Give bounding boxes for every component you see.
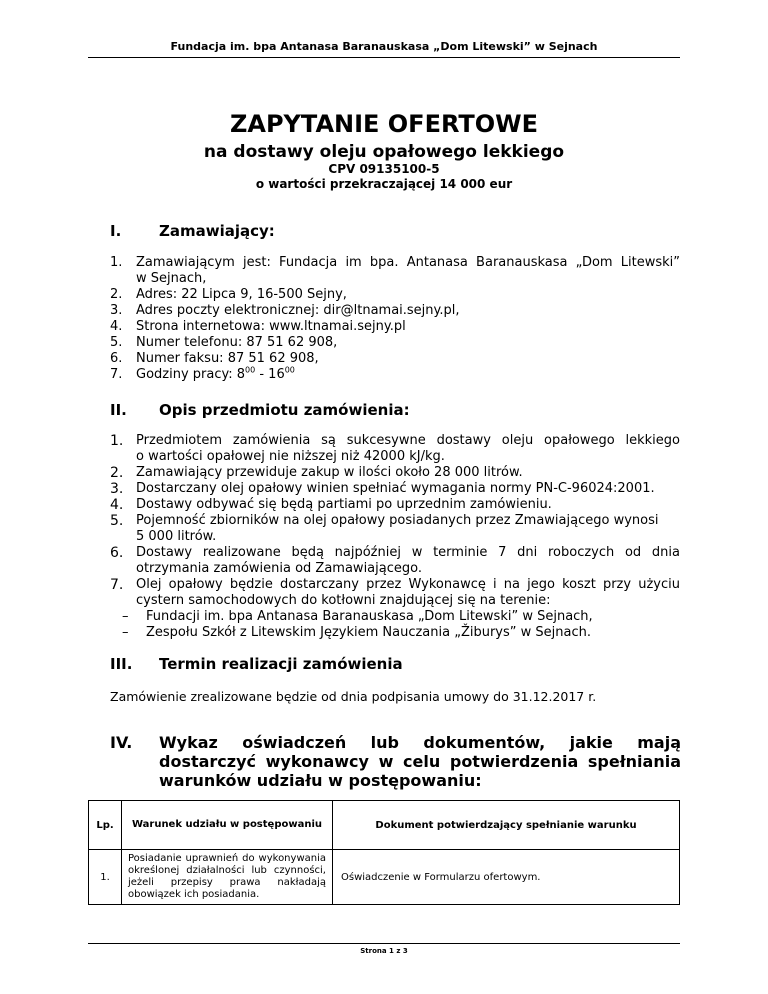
- cell-document: Oświadczenie w Formularzu ofertowym.: [333, 850, 680, 905]
- table-header-row: [89, 801, 680, 850]
- header-condition: Warunek udziału w postępowaniu: [122, 801, 333, 850]
- list-item: 6. Numer faksu: 87 51 62 908,: [110, 351, 319, 366]
- section4-number: IV.: [110, 733, 133, 752]
- section2-title: Opis przedmiotu zamówienia:: [159, 401, 410, 419]
- section1-number: I.: [110, 222, 122, 240]
- list-item: 7. Godziny pracy: $8^{00} - 16^{00}$: [110, 365, 295, 382]
- list-item: 5. Numer telefonu: 87 51 62 908,: [110, 335, 338, 350]
- section1-list: [110, 255, 680, 383]
- page-number: Strona 1 z 3: [360, 947, 408, 955]
- cpv-code: CPV 09135100-5: [328, 162, 440, 176]
- list-item: 5. Pojemność zbiorników na olej opałowy posiadanych przez Zmawiającego wynosi 5 000 litrów.: [110, 513, 659, 544]
- section4-title: Wykaz oświadczeń lub dokumentów, jakie mają dostarczyć wykonawcy w celu potwierdzenia spełniania warunków udziału w postępowaniu:: [159, 733, 681, 790]
- sub-list-item: – Zespołu Szkół z Litewskim Językiem Nauczania „Žiburys” w Sejnach.: [122, 625, 591, 640]
- section3-number: III.: [110, 655, 133, 673]
- document-subtitle: na dostawy oleju opałowego lekkiego: [203, 142, 565, 162]
- conditions-table: [88, 800, 680, 905]
- list-item: 1. Zamawiającym jest: Fundacja im bpa. Antanasa Baranauskasa „Dom Litewski” w Sejnach,: [110, 255, 680, 286]
- list-item: 2. Adres: 22 Lipca 9, 16-500 Sejny,: [110, 287, 347, 302]
- cell-lp: 1.: [89, 850, 122, 905]
- section1-title: Zamawiający:: [159, 222, 275, 240]
- list-item: 2. Zamawiający przewiduje zakup w ilości około 28 000 litrów.: [110, 465, 523, 481]
- page-header: Fundacja im. bpa Antanasa Baranauskasa „Dom Litewski” w Sejnach: [170, 40, 598, 53]
- section2-number: II.: [110, 401, 127, 419]
- cell-condition: Posiadanie uprawnień do wykonywania określonej działalności lub czynności, jeżeli przepisy prawa nakładają obowiązek ich posiadania.: [122, 850, 333, 905]
- document-title: ZAPYTANIE OFERTOWE: [229, 110, 539, 138]
- value-note: o wartości przekraczającej 14 000 eur: [255, 177, 513, 191]
- list-item: 3. Dostarczany olej opałowy winien spełniać wymagania normy PN-C-96024:2001.: [110, 481, 655, 497]
- list-item: 6. Dostawy realizowane będą najpóźniej w terminie 7 dni roboczych od dnia otrzymania zamówienia od Zamawiającego.: [110, 545, 680, 576]
- sub-list-item: – Fundacji im. bpa Antanasa Baranauskasa „Dom Litewski” w Sejnach,: [122, 609, 593, 624]
- header-rule: [88, 57, 680, 58]
- section2-list: [110, 433, 680, 641]
- cpv-block: [0, 162, 768, 192]
- table-row: [89, 850, 680, 905]
- footer-rule: [88, 943, 680, 944]
- list-item: 4. Strona internetowa: www.ltnamai.sejny.pl: [110, 319, 406, 334]
- list-item: 3. Adres poczty elektronicznej: dir@ltnamai.sejny.pl,: [110, 303, 460, 318]
- header-document: Dokument potwierdzający spełnianie warunku: [333, 801, 680, 850]
- list-item: 7. Olej opałowy będzie dostarczany przez Wykonawcę i na jego koszt przy użyciu cystern samochodowych do kotłowni znajdującej się na terenie: – Fundacji im. bpa Antanasa Baranauskasa „Dom Litewski” w Sejnach, – Zespołu Szkół z Litewskim Językiem Nauczania „Žiburys” w Sejnach.: [110, 577, 680, 640]
- section3-text: Zamówienie zrealizowane będzie od dnia podpisania umowy do 31.12.2017 r.: [110, 689, 597, 704]
- list-item: 4. Dostawy odbywać się będą partiami po uprzednim zamówieniu.: [110, 497, 552, 513]
- header-lp: Lp.: [89, 801, 122, 850]
- section3-title: Termin realizacji zamówienia: [159, 655, 403, 673]
- list-item: 1. Przedmiotem zamówienia są sukcesywne dostawy oleju opałowego lekkiego o wartości opałowej nie niższej niż 42000 kJ/kg.: [110, 433, 680, 464]
